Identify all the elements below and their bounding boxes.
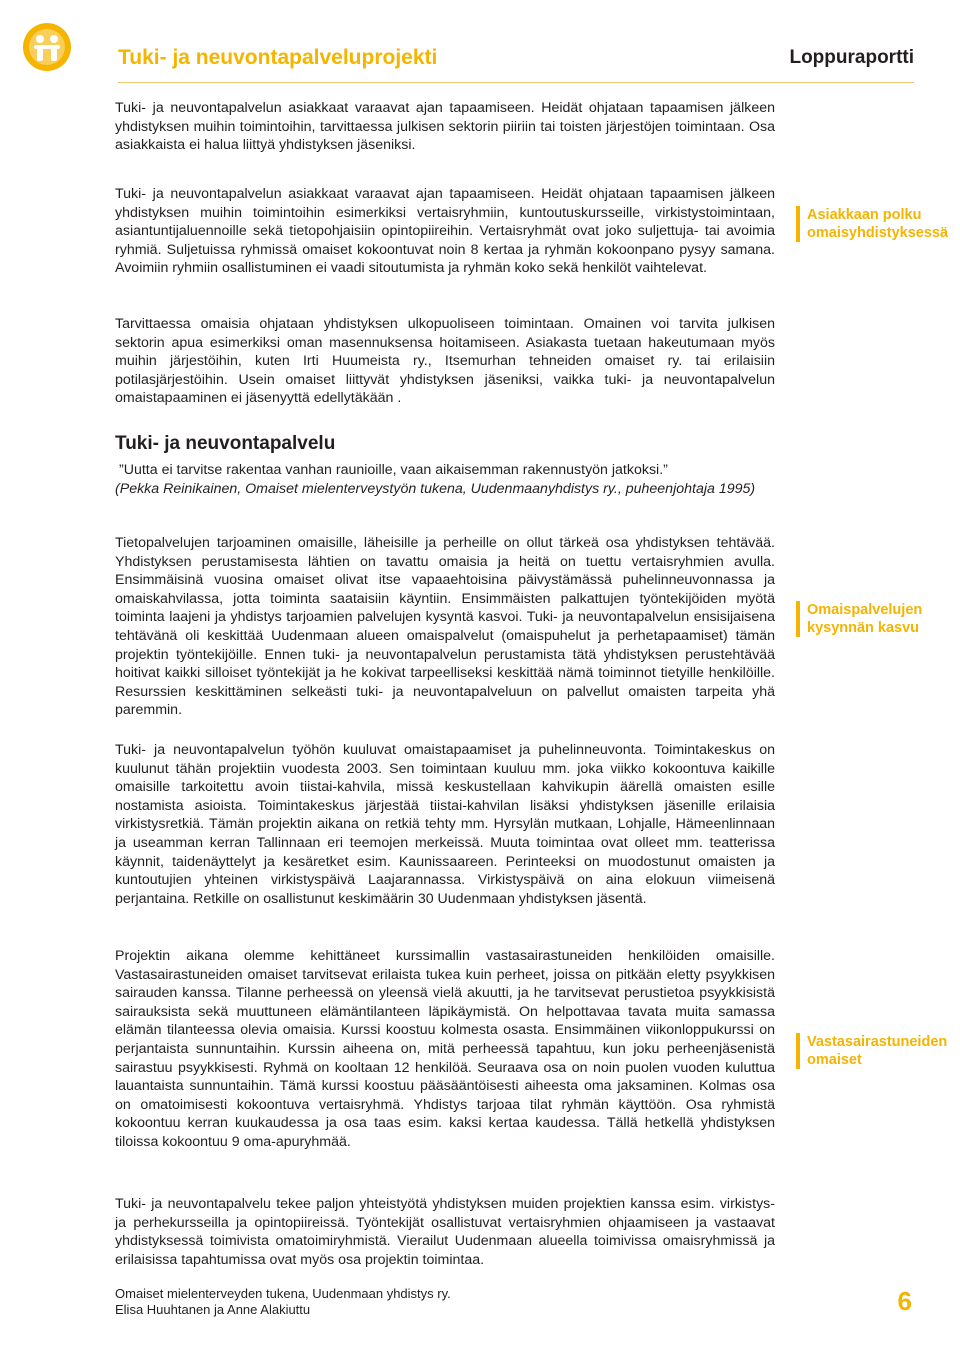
paragraph-course-model: Projektin aikana olemme kehittäneet kurssimallin vastasairastuneiden henkilöiden omaisille. Vastasairastuneiden omaiset tarvitsevat erilaista tukea kuin perheet, joissa on pitkään eletty psyykkisen sairauden kanssa. Tilanne perheessä on yleensä vielä akuutti, ja he tarvitsevat perustietoa psyykkisistä sairauksista sekä muuttuneen elämäntilanteen läpikäymistä. On helpottavaa tavata muita samassa elämän tilanteessa olevia omaisia. Kurssi koostuu kolmesta osasta. Ensimmäinen viikonloppukurssi on perjantaista sunnuntaihin. Kurssin aiheena on, mitä perheessä tapahtuu, kun joku perheenjäsenistä sairastuu psyykkisesti. Ryhmä on kooltaan 12 henkilöä. Seuraava osa on noin puolen vuoden kuluttua lauantaista sunnuntaihin. Tämä kurssi koostuu pääsääntöisesti aiheesta oma jaksaminen. Kolmas osa on omatoimisesti kokoontuva vertaisryhmä. Yhdistys tarjoaa tilat ryhmän käyttöön. Osa ryhmistä kokoontuu kerran kuukaudessa ja osa taas esim. kaksi kertaa kaudessa. Tällä hetkellä yhdistyksen tiloissa kokoontuu 9 oma-apuryhmää. [115,948,775,1150]
section-quote [115,461,765,498]
page-number: 6 [897,1286,912,1316]
section-heading: Tuki- ja neuvontapalvelu [115,433,336,454]
quote-text: ”Uutta ei tarvitse rakentaa vanhan raunioille, vaan aikaisemman rakennustyön jatkoksi.” [119,462,668,478]
document-title: Tuki- ja neuvontapalveluprojekti [118,46,438,69]
paragraph-cooperation: Tuki- ja neuvontapalvelu tekee paljon yhteistyötä yhdistyksen muiden projektien kanssa esim. virkistys- ja perhekursseilla ja opintopiireissä. Työntekijät osallistuvat vertaisryhmien ohjaamiseen ja vastaavat yhdistyksessä toimivista omatoimiryhmistä. Vierailut Uudenmaan alueella toimivissa omaisryhmissä ja erilaisissa tapahtumissa ovat myös osa projektin toimintaa. [115,1196,775,1268]
paragraph-client-path: Tuki- ja neuvontapalvelun asiakkaat varaavat ajan tapaamiseen. Heidät ohjataan tapaamisen jälkeen yhdistyksen muihin toimintoihin esimerkiksi vertaisryhmiin, kuntoutuskursseille, virkistystoimintaan, asiantuntijaluennoille sekä tietopohjaisiin opintopiireihin. Vertaisryhmät ovat joko suljettuja- tai avoimia ryhmiä. Suljetuissa ryhmissä omaiset kokoontuvat noin 8 kertaa ja ryhmän kokoonpano pysyy samana. Avoimiin ryhmiin osallistuminen ei vaadi sitoutumista ja ryhmän koko sekä henkilöt vaihtelevat. [115,186,775,277]
paragraph-activity-center: Tuki- ja neuvontapalvelun työhön kuuluvat omaistapaamiset ja puhelinneuvonta. Toimintakeskus on kuulunut tähän projektiin vuodesta 2003. Sen toimintaan kuuluu mm. joka viikko kokoontuva kaikille omaisille tarkoitettu avoin tiistai-kahvila, missä keskustellaan kahvikupin äärellä omaisten esille nostamista asioista. Toimintakeskus järjestää tiistai-kahvilan lisäksi yhdistyksen jäsenille erilaisia virkistysretkiä. Tämän projektin aikana on retkiä tehty mm. Hyrsylän mutkaan, Lohjalle, Hämeenlinnaan ja useamman kerran Tallinnaan eri teemojen merkeissä. Muuta toimintaa ovat olleet mm. teatterissa käynnit, taidenäyttelyt ja kesäretket esim. Kaunissaareen. Perinteeksi on muodostunut omaisten ja kuntoutujien yhteinen virkistyspäivä Laajarannassa. Virkistyspäivä on aina elokuun viimeisenä perjantaina. Retkille on osallistunut keskimäärin 30 Uudenmaan yhdistyksen jäsentä. [115,742,775,907]
sidenote-new-patients-relatives: Vastasairastuneiden omaiset [796,1033,947,1069]
sidenote-client-path: Asiakkaan polku omaisyhdistyksessä [796,206,947,242]
document-type: Loppuraportti [789,47,914,68]
footer-organization: Omaiset mielenterveyden tukena, Uudenmaan yhdistys ry. [115,1286,451,1301]
footer-authors: Elisa Huuhtanen ja Anne Alakiuttu [115,1302,311,1317]
omaiset-logo-icon [22,22,72,72]
sidenote-demand-growth: Omaispalvelujen kysynnän kasvu [796,601,947,637]
paragraph-information-services: Tietopalvelujen tarjoaminen omaisille, läheisille ja perheille on ollut tärkeä osa yhdistyksen tehtävää. Yhdistyksen perustamisesta lähtien on tavattu omaisia ja heitä on tuettu vertaisryhmien avulla. Ensimmäisinä vuosina omaiset olivat itse vapaaehtoisina päivystämässä puhelinneuvonnassa ja omaiskahvilassa, jotta toiminta saataisiin käyntiin. Ensimmäisten palkattujen työntekijöiden myötä toiminta laajeni ja yhdistys tarjoamien palvelujen kysyntä kasvoi. Tuki- ja neuvontapalvelun ensisijaisena tehtävänä oli keskittää Uudenmaan alueen omaispalvelut (omaispuhelut ja perhetapaamiset) tämän projektin työntekijöille. Ennen tuki- ja neuvontapalvelun perustamista tätä yhdistyksen perustehtävää hoitivat kaikki silloiset työntekijät ja he kokivat tarpeelliseksi keskittää nämä toiminnot tietyille henkilöille. Resurssien keskittäminen selkeästi tuki- ja neuvontapalveluun on palvellut omaisten tarpeita yhä paremmin. [115,535,775,719]
header-divider [118,82,914,83]
paragraph-external-referral: Tarvittaessa omaisia ohjataan yhdistyksen ulkopuoliseen toimintaan. Omainen voi tarvita julkisen sektorin apua esimerkiksi oman masennuksensa hoitamiseen. Asiakasta tuetaan hakeutumaan myös muihin järjestöihin, kuten Irti Huumeista ry., Itsemurhan tehneiden omaiset ry. tai erilaisiin potilasjärjestöihin. Usein omaiset liittyvät yhdistyksen jäseniksi, vaikka tuki- ja neuvontapalvelun omaistapaaminen ei jäsenyyttä edellytäkään . [115,316,775,407]
page-header [0,0,960,88]
paragraph-client-booking: Tuki- ja neuvontapalvelun asiakkaat varaavat ajan tapaamiseen. Heidät ohjataan tapaamisen jälkeen yhdistyksen muihin toimintoihin, tarvittaessa julkisen sektorin piiriin tai toisten järjestöjen toimintaan. Osa asiakkaista ei halua liittyä yhdistyksen jäseniksi. [115,100,775,154]
quote-source: (Pekka Reinikainen, Omaiset mielenterveystyön tukena, Uudenmaanyhdistys ry., puheenjohtaja 1995) [115,480,756,497]
footer-credit [115,1286,451,1318]
